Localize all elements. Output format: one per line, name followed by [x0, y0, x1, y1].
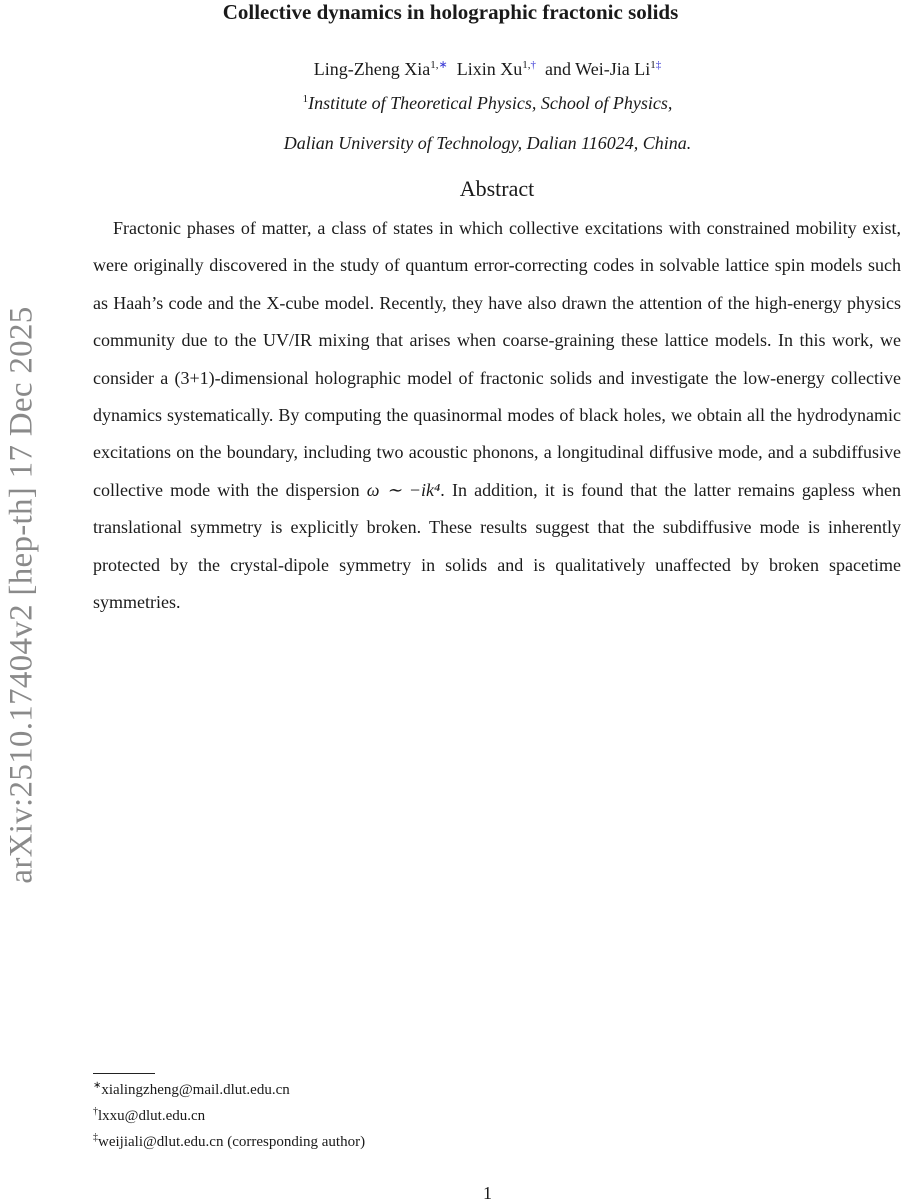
footnote-mark: ∗ [93, 1080, 102, 1091]
affiliation-marker: 1 [302, 93, 309, 105]
footnote-3 [93, 1132, 365, 1151]
abstract-text-part-1: Fractonic phases of matter, a class of states in which collective excitations with constrained mobility exist, were originally discovered in the study of quantum error-correcting codes in solvable lattice spin models such as Haah’s code and the X-cube model. Recently, they have also drawn the attention of the high-energy physics community due to the UV/IR mixing that arises when coarse-graining these lattice models. In this work, we consider a (3+1)-dimensional holographic model of fractonic solids and investigate the low-energy collective dynamics systematically. By computing the quasinormal modes of black holes, we obtain all the hydrodynamic excitations on the boundary, including two acoustic phonons, a longitudinal diffusive mode, and a subdiffusive collective mode with the dispersion [93, 218, 901, 500]
abstract-text-part-2: . In addition, it is found that the latter remains gapless when translational symmetry is explicitly broken. These results suggest that the subdiffusive mode is inherently protected by the crystal-dipole symmetry in solids and is qualitatively unaffected by broken spacetime symmetries. [93, 479, 901, 613]
affiliation-text: Institute of Theoretical Physics, School of Physics, [308, 93, 673, 113]
dispersion-formula: ω ∼ −ik⁴ [366, 479, 441, 500]
author-list: Ling-Zheng Xia$^{1,∗}$ Lixin $Xu^{1,\dagger}$ and Wei-Jia $Li^{1\ddagger}$ [313, 59, 662, 79]
affiliation-line-1 [0, 93, 901, 114]
footnote-email: xialingzheng@mail.dlut.edu.cn [101, 1082, 290, 1098]
author-footnote-link[interactable]: † [530, 59, 536, 71]
author-affiliation-marker: 1 [522, 59, 528, 71]
footnote-email: weijiali@dlut.edu.cn (corresponding author) [98, 1134, 366, 1150]
footnote-mark: ‡ [93, 1132, 98, 1143]
author-affiliation-marker: 1 [430, 59, 436, 71]
footnote-1 [93, 1080, 290, 1099]
abstract-text [93, 210, 901, 621]
arxiv-identifier: arXiv:2510.17404v2 [hep-th] 17 Dec 2025 [3, 306, 40, 884]
page-number: 1 [483, 1183, 492, 1203]
author-footnote-link[interactable]: ∗ [438, 59, 448, 71]
paper-title: Collective dynamics in holographic fractonic solids [222, 0, 679, 24]
author-joiner: and [544, 59, 571, 79]
arxiv-sidebar [2, 280, 42, 910]
footnote-2 [93, 1106, 205, 1125]
author-name: Lixin Xu [456, 59, 523, 79]
footnote-mark: † [93, 1106, 98, 1117]
author-name: Ling-Zheng Xia [313, 59, 431, 79]
footnote-email: lxxu@dlut.edu.cn [98, 1108, 206, 1124]
affiliation-line-2: Dalian University of Technology, Dalian 116024, China. [283, 133, 692, 153]
abstract-heading: Abstract [459, 176, 535, 201]
author-name: Wei-Jia Li [575, 59, 651, 79]
author-footnote-link[interactable]: ‡ [655, 59, 662, 71]
author-affiliation-marker: 1 [650, 59, 656, 71]
footnote-rule [93, 1073, 155, 1074]
